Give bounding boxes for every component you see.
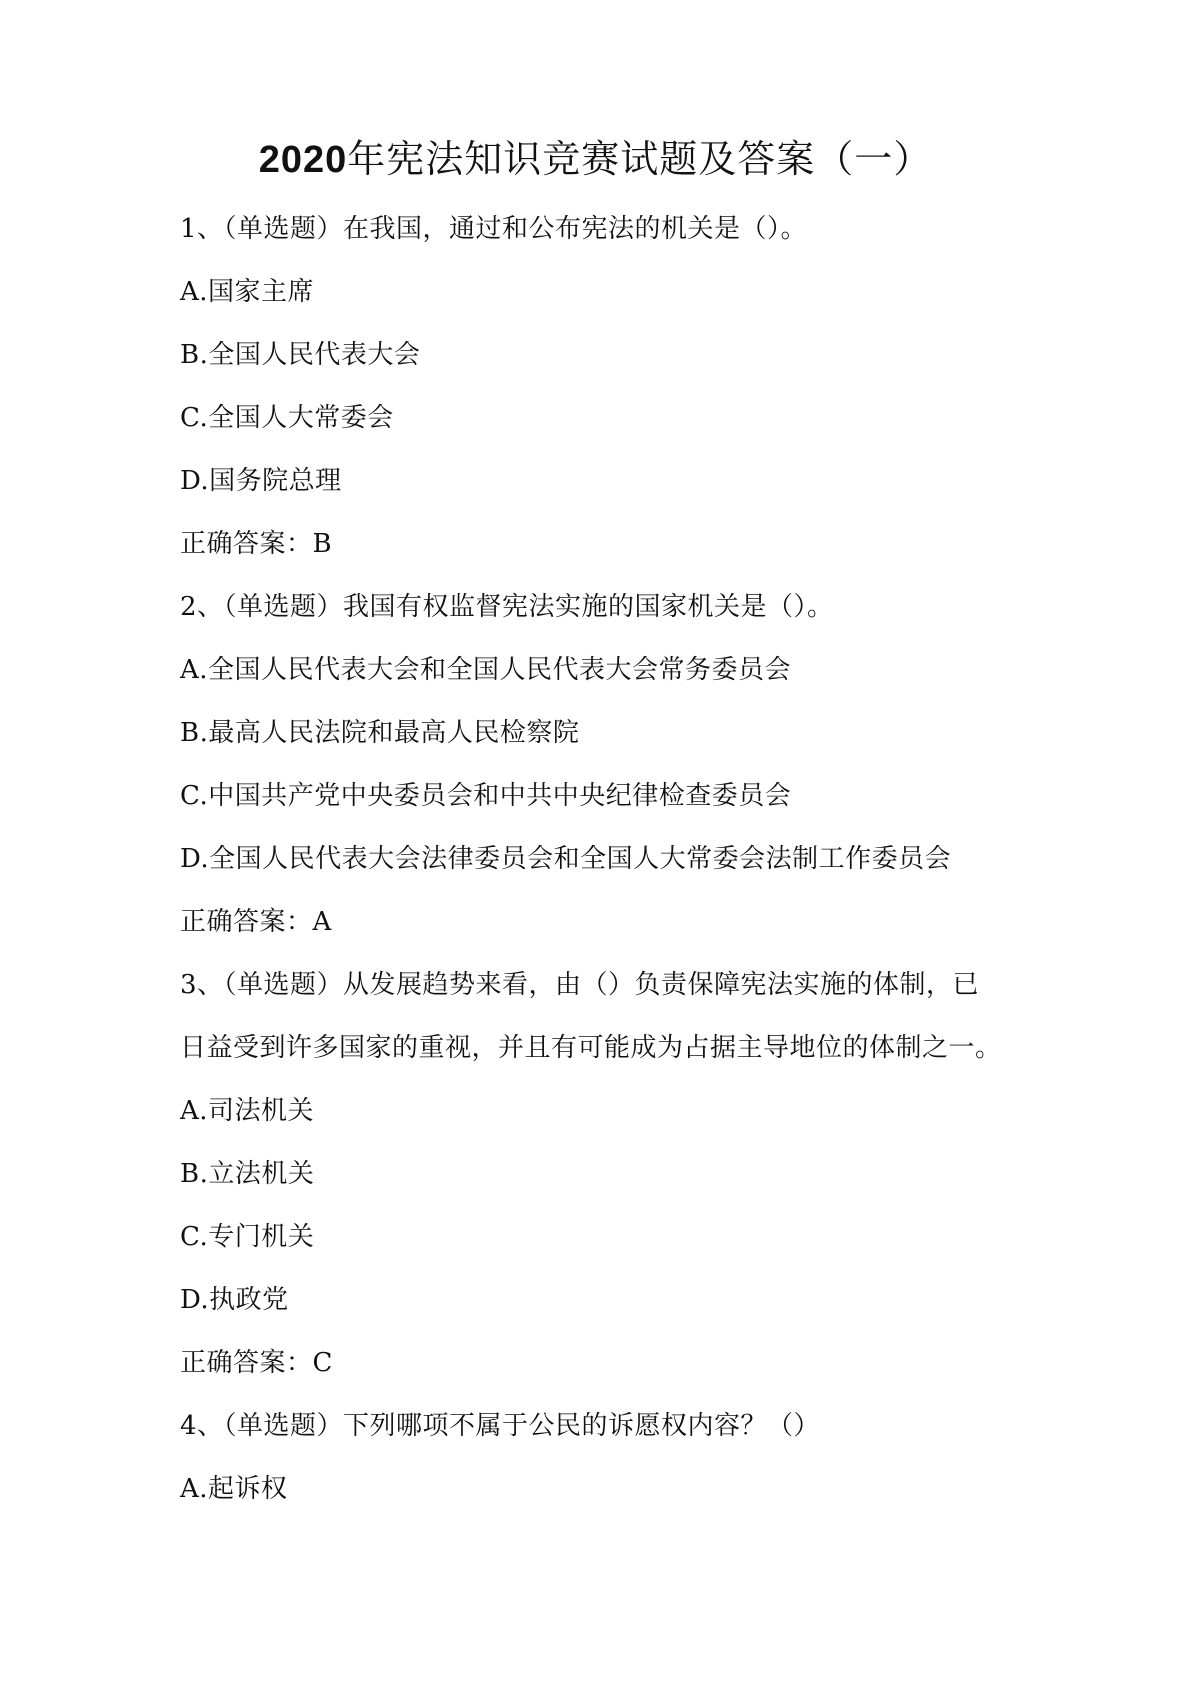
q2-option-d: D.全国人民代表大会法律委员会和全国人大常委会法制工作委员会 — [180, 844, 952, 874]
q3-option-a: A.司法机关 — [180, 1096, 315, 1126]
q2-option-b: B.最高人民法院和最高人民检察院 — [180, 718, 580, 748]
q3-option-d: D.执政党 — [180, 1285, 289, 1315]
q4-option-a: A.起诉权 — [180, 1474, 288, 1504]
q1-option-a: A.国家主席 — [180, 277, 315, 307]
q2-option-c: C.中国共产党中央委员会和中共中央纪律检查委员会 — [180, 781, 792, 811]
q1-option-b: B.全国人民代表大会 — [180, 340, 421, 370]
q4-stem: 4、（单选题）下列哪项不属于公民的诉愿权内容？（） — [180, 1411, 821, 1441]
q3-answer: 正确答案：C — [180, 1348, 333, 1378]
question-list — [180, 212, 1110, 1535]
q2-option-a: A.全国人民代表大会和全国人民代表大会常务委员会 — [180, 655, 792, 685]
q1-option-c: C.全国人大常委会 — [180, 403, 394, 433]
q3-option-b: B.立法机关 — [180, 1159, 315, 1189]
q3-stem-line-1: 3、（单选题）从发展趋势来看，由（）负责保障宪法实施的体制，已 — [180, 970, 980, 1000]
q1-stem: 1、（单选题）在我国，通过和公布宪法的机关是（）。 — [180, 214, 808, 244]
title-year: 2020 — [258, 139, 348, 181]
q3-option-c: C.专门机关 — [180, 1222, 315, 1252]
q1-option-d: D.国务院总理 — [180, 466, 342, 496]
title-text: 年宪法知识竞赛试题及答案（一） — [347, 137, 933, 181]
q3-stem-line-2: 日益受到许多国家的重视，并且有可能成为占据主导地位的体制之一。 — [180, 1033, 1002, 1063]
document-title — [0, 134, 1191, 185]
q1-answer: 正确答案：B — [180, 529, 333, 559]
q2-stem: 2、（单选题）我国有权监督宪法实施的国家机关是（）。 — [180, 592, 834, 622]
q2-answer: 正确答案：A — [180, 907, 332, 937]
